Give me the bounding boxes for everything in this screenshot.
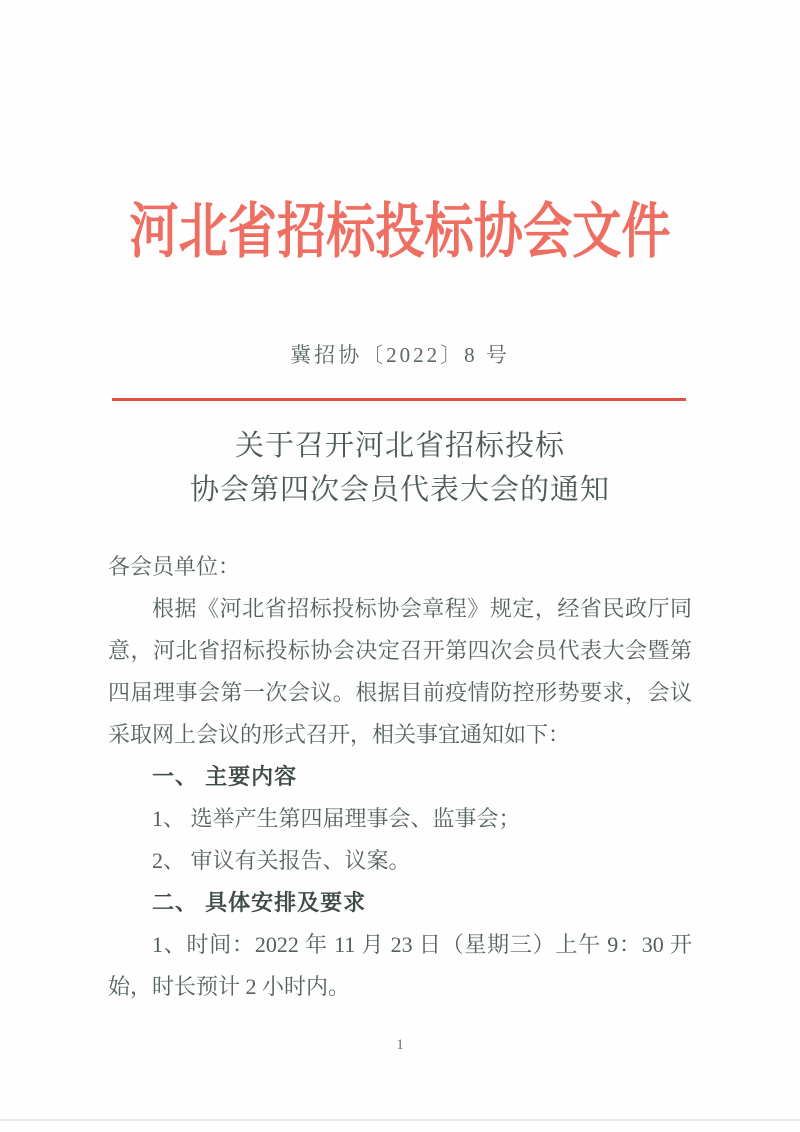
scan-bottom-edge bbox=[0, 1119, 800, 1121]
notice-title bbox=[0, 424, 800, 512]
section1-heading: 一、 主要内容 bbox=[152, 764, 298, 789]
letterhead-title: 河北省招标投标协会文件 bbox=[129, 199, 671, 265]
page-number: 1 bbox=[396, 1037, 404, 1053]
red-separator-line bbox=[112, 398, 686, 401]
section1-item-2: 2、 审议有关报告、议案。 bbox=[152, 848, 411, 873]
section1-item-1: 1、 选举产生第四届理事会、监事会； bbox=[152, 806, 521, 831]
section2-item-1: 1、时间：2022 年 11 月 23 日（星期三）上午 9：30 开始，时长预计 2 小时内。 bbox=[108, 932, 692, 999]
section2-heading: 二、 具体安排及要求 bbox=[152, 890, 367, 915]
notice-title-line2: 协会第四次会员代表大会的通知 bbox=[189, 474, 610, 506]
salutation: 各会员单位： bbox=[108, 554, 241, 579]
document-number: 冀招协〔2022〕8 号 bbox=[290, 343, 510, 367]
intro-paragraph: 根据《河北省招标投标协会章程》规定，经省民政厅同意，河北省招标投标协会决定召开第四次会员代表大会暨第四届理事会第一次会议。根据目前疫情防控形势要求，会议采取网上会议的形式召开，相关事宜通知如下： bbox=[108, 596, 692, 747]
notice-title-line1: 关于召开河北省招标投标 bbox=[234, 430, 565, 462]
document-body bbox=[108, 546, 692, 1008]
